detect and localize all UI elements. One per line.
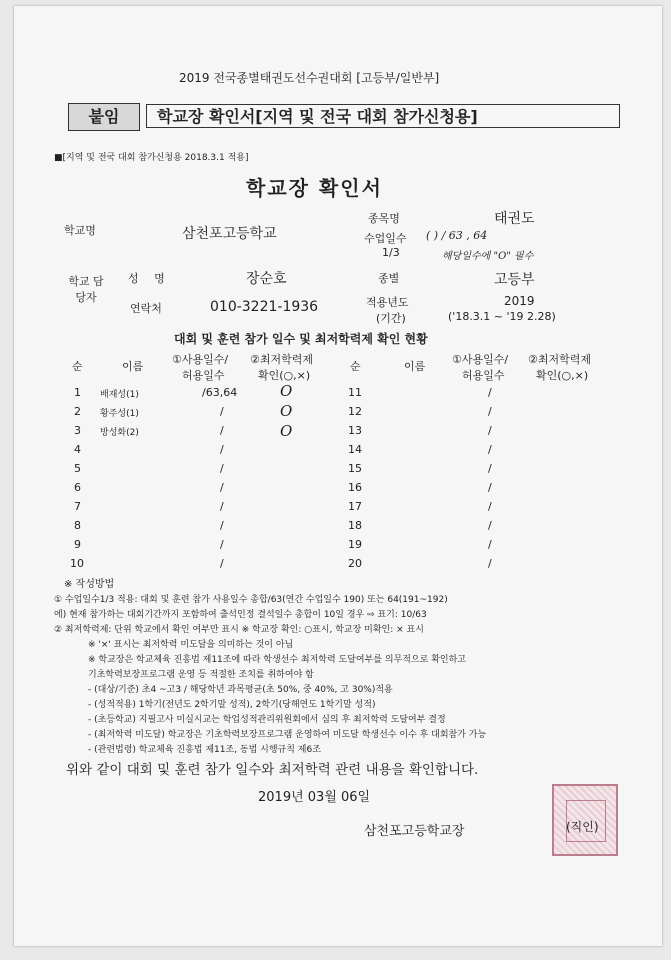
attendance-label: 수업일수 bbox=[364, 232, 407, 245]
row-days: / bbox=[488, 481, 492, 494]
row-no: 11 bbox=[348, 386, 362, 399]
row-no: 14 bbox=[348, 443, 362, 456]
header-days-left: ①사용일수/ bbox=[172, 353, 229, 366]
note-line: ② 최저학력제: 단위 학교에서 확인 여부만 표시 ※ 학교장 확인: ○표시, 학교장 미확인: × 표시 bbox=[54, 625, 424, 635]
principal-title: 삼천포고등학교장 bbox=[364, 824, 465, 839]
row-no: 10 bbox=[70, 557, 84, 570]
note-line: - (관련법령) 학교체육 진흥법 제11조, 동법 시행규칙 제6조 bbox=[88, 745, 321, 755]
row-no: 17 bbox=[348, 500, 362, 513]
application-note: ■[지역 및 전국 대회 참가신청용 2018.3.1 적용] bbox=[54, 153, 249, 163]
row-check: O bbox=[280, 422, 293, 440]
contact-label: 연락처 bbox=[130, 302, 162, 315]
row-days: / bbox=[220, 538, 224, 551]
row-no: 15 bbox=[348, 462, 362, 475]
school-name-label: 학교명 bbox=[64, 224, 96, 237]
row-name: 배재성(1) bbox=[100, 390, 139, 400]
header-min2-left: 확인(○,×) bbox=[258, 369, 311, 382]
note-line: - (최저학력 미도달) 학교장은 기초학력보장프로그램 운영하여 미도달 학생선수 이수 후 대회참가 가능 bbox=[88, 730, 487, 740]
row-days: / bbox=[220, 405, 224, 418]
period-range: ('18.3.1 ~ '19 2.28) bbox=[448, 310, 556, 323]
note-line: - (초등학교) 지필고사 미실시교는 학업성적관리위원회에서 심의 후 최저학력 도달여부 결정 bbox=[88, 715, 446, 725]
note-line: ① 수업일수1/3 적용: 대회 및 훈련 참가 사용일수 총합/63(연간 수업일수 190) 또는 64(191~192) bbox=[54, 595, 448, 605]
attachment-badge: 붙임 bbox=[68, 103, 140, 131]
row-no: 6 bbox=[74, 481, 81, 494]
header-min2-right: 확인(○,×) bbox=[536, 369, 589, 382]
row-no: 7 bbox=[74, 500, 81, 513]
row-days: / bbox=[220, 500, 224, 513]
note-line: - (대상/기준) 초4 ~고3 / 해당학년 과목평균(초 50%, 중 40%, 고 30%)적용 bbox=[88, 685, 393, 695]
header-days-right: ①사용일수/ bbox=[452, 353, 509, 366]
row-no: 20 bbox=[348, 557, 362, 570]
sport-value: 태권도 bbox=[494, 211, 535, 227]
period-year: 2019 bbox=[504, 294, 535, 308]
document-title: 학교장 확인서 bbox=[246, 176, 383, 200]
teacher-name: 장순호 bbox=[246, 271, 287, 287]
teacher-label: 학교 담당자 bbox=[68, 275, 104, 304]
seal-label: (직인) bbox=[566, 820, 599, 834]
row-no: 13 bbox=[348, 424, 362, 437]
row-name: 황주성(1) bbox=[100, 409, 139, 419]
period-sub-label: (기간) bbox=[376, 312, 406, 325]
row-no: 19 bbox=[348, 538, 362, 551]
row-days: / bbox=[220, 424, 224, 437]
method-title: ※ 작성방법 bbox=[64, 579, 115, 590]
row-days: / bbox=[220, 443, 224, 456]
note-line: 에) 현재 참가하는 대회기간까지 포함하여 출석인정 결석일수 총합이 10일 경우 ⇨ 표기: 10/63 bbox=[54, 610, 427, 620]
row-days: / bbox=[488, 557, 492, 570]
header-no-left: 순 bbox=[72, 360, 83, 373]
row-no: 16 bbox=[348, 481, 362, 494]
row-check: O bbox=[280, 382, 293, 400]
header-name-right: 이름 bbox=[404, 360, 426, 373]
ratio-label: 1/3 bbox=[382, 246, 400, 259]
row-no: 3 bbox=[74, 424, 81, 437]
note-line: ※ '×' 표시는 최저학력 미도달을 의미하는 것이 아님 bbox=[88, 640, 294, 650]
row-days: /63,64 bbox=[202, 386, 238, 399]
header-min-left: ②최저학력제 bbox=[250, 353, 313, 366]
name-label: 성 명 bbox=[128, 272, 171, 285]
row-days: / bbox=[488, 424, 492, 437]
header-name-left: 이름 bbox=[122, 360, 144, 373]
header-no-right: 순 bbox=[350, 360, 361, 373]
division-value: 고등부 bbox=[494, 272, 535, 288]
row-no: 9 bbox=[74, 538, 81, 551]
contact-value: 010-3221-1936 bbox=[210, 299, 319, 315]
row-days: / bbox=[488, 462, 492, 475]
row-check: O bbox=[280, 402, 293, 420]
confirmation-text: 위와 같이 대회 및 훈련 참가 일수와 최저학력 관련 내용을 확인합니다. bbox=[66, 762, 479, 778]
row-no: 2 bbox=[74, 405, 81, 418]
row-days: / bbox=[488, 500, 492, 513]
header-days2-left: 허용일수 bbox=[182, 369, 225, 382]
row-no: 12 bbox=[348, 405, 362, 418]
row-name: 방성화(2) bbox=[100, 428, 139, 438]
period-label: 적용년도 bbox=[366, 296, 409, 309]
sport-label: 종목명 bbox=[368, 212, 400, 225]
row-days: / bbox=[488, 538, 492, 551]
header-min-right: ②최저학력제 bbox=[528, 353, 591, 366]
note-line: ※ 학교장은 학교체육 진흥법 제11조에 따라 학생선수 최저학력 도달여부를 의무적으로 확인하고 bbox=[88, 655, 466, 665]
table-title: 대회 및 훈련 참가 일수 및 최저학력제 확인 현황 bbox=[174, 332, 428, 346]
ratio-note: 해당일수에 "O" 필수 bbox=[442, 251, 534, 262]
row-no: 18 bbox=[348, 519, 362, 532]
row-days: / bbox=[488, 405, 492, 418]
header-days2-right: 허용일수 bbox=[462, 369, 505, 382]
row-days: / bbox=[220, 462, 224, 475]
title-bar: 학교장 확인서[지역 및 전국 대회 참가신청용] bbox=[146, 104, 620, 128]
row-no: 4 bbox=[74, 443, 81, 456]
row-days: / bbox=[220, 519, 224, 532]
note-line: 기초학력보장프로그램 운영 등 적절한 조치를 취하여야 함 bbox=[88, 670, 314, 680]
row-no: 1 bbox=[74, 386, 81, 399]
row-days: / bbox=[488, 443, 492, 456]
division-label: 종별 bbox=[378, 272, 400, 285]
row-days: / bbox=[220, 481, 224, 494]
attendance-value: ( ) / 63 , 64 bbox=[426, 229, 488, 242]
date: 2019년 03월 06일 bbox=[258, 790, 371, 805]
note-line: - (성적적용) 1학기(전년도 2학기말 성적), 2학기(당해연도 1학기말 성적) bbox=[88, 700, 376, 710]
header-line: 2019 전국종별태권도선수권대회 [고등부/일반부] bbox=[179, 71, 440, 85]
row-no: 5 bbox=[74, 462, 81, 475]
row-days: / bbox=[220, 557, 224, 570]
row-days: / bbox=[488, 386, 492, 399]
row-no: 8 bbox=[74, 519, 81, 532]
school-name: 삼천포고등학교 bbox=[182, 226, 277, 242]
row-days: / bbox=[488, 519, 492, 532]
document-page bbox=[14, 6, 662, 946]
